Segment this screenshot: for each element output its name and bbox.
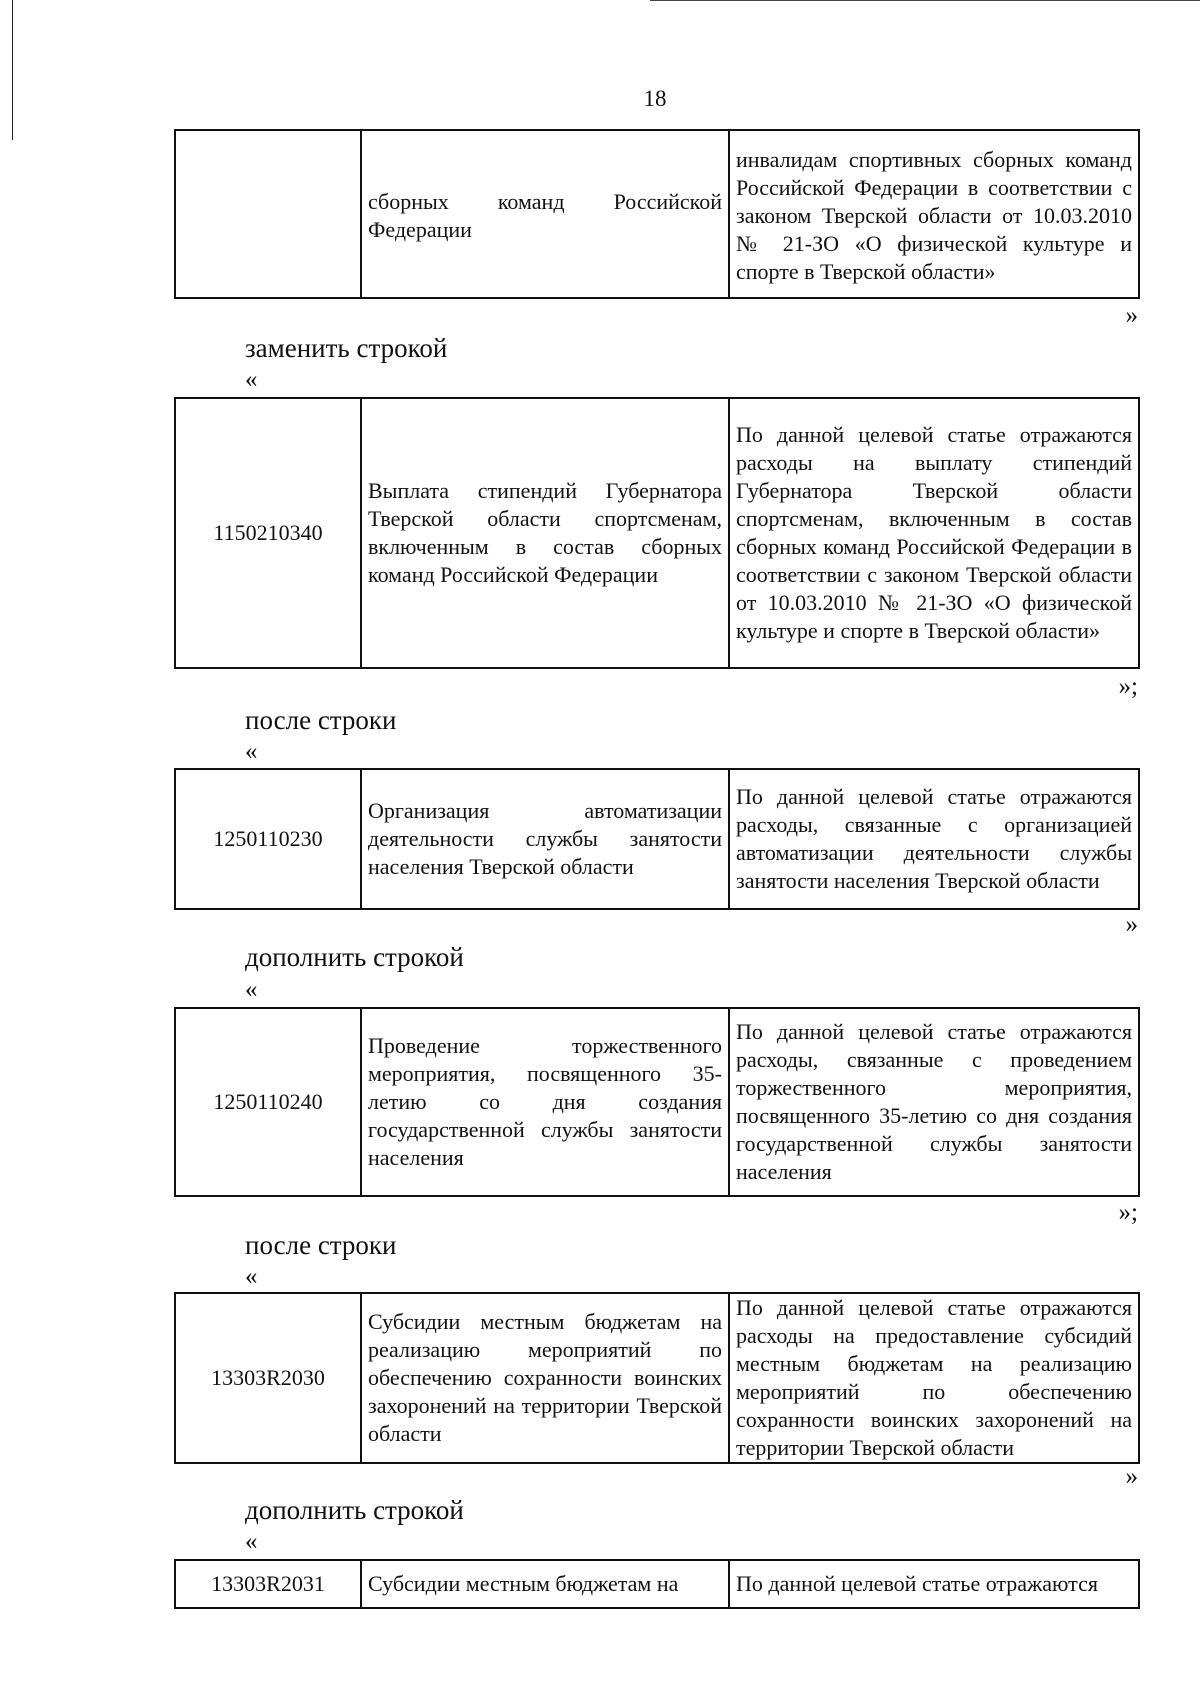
instruction-phrase: после строки: [245, 705, 397, 735]
row-description: По данной целевой статье отражаются: [729, 1560, 1139, 1608]
table-row-1150210340: [174, 397, 1140, 669]
row-description: По данной целевой статье отражаются расходы, связанные с организацией автоматизации деятельности службы занятости населения Тверской области: [729, 769, 1139, 909]
instruction-phrase: дополнить строкой: [245, 1495, 464, 1525]
closing-quote: »;: [1118, 673, 1138, 700]
row-description: По данной целевой статье отражаются расходы на выплату стипендий Губернатора Тверской области спортсменам, включенным в состав сборных команд Российской Федерации в соответствии с законом Тверской области от 10.03.2010 № 21-ЗО «О физической культуре и спорте в Тверской области»: [729, 398, 1139, 668]
row-name: Организация автоматизации деятельности службы занятости населения Тверской области: [361, 769, 729, 909]
row-description: По данной целевой статье отражаются расходы, связанные с проведением торжественного мероприятия, посвященного 35-летию со дня создания государственной службы занятости населения: [729, 1008, 1139, 1196]
row-name: сборных команд Российской Федерации: [361, 130, 729, 298]
row-code: 13303R2031: [175, 1560, 361, 1608]
opening-quote: «: [245, 976, 258, 1003]
row-code: 1150210340: [175, 398, 361, 668]
table-row-1250110240: [174, 1007, 1140, 1197]
row-name: Выплата стипендий Губернатора Тверской области спортсменам, включенным в состав сборных команд Российской Федерации: [361, 398, 729, 668]
row-name: Проведение торжественного мероприятия, посвященного 35-летию со дня создания государственной службы занятости населения: [361, 1008, 729, 1196]
closing-quote: »: [1125, 911, 1138, 938]
row-name: Субсидии местным бюджетам на реализацию мероприятий по обеспечению сохранности воинских захоронений на территории Тверской области: [361, 1293, 729, 1463]
opening-quote: «: [245, 738, 258, 765]
opening-quote: «: [245, 366, 258, 393]
closing-quote: »: [1125, 1463, 1138, 1490]
row-code: 13303R2030: [175, 1293, 361, 1463]
table-row-1250110230: [174, 768, 1140, 910]
page-number: 18: [643, 86, 667, 111]
table-row-13303R2031: [174, 1559, 1140, 1609]
table-row-continuation: [174, 129, 1140, 299]
closing-quote: »: [1125, 302, 1138, 329]
opening-quote: «: [245, 1263, 258, 1290]
table-row-13303R2030: [174, 1292, 1140, 1464]
row-description: По данной целевой статье отражаются расходы на предоставление субсидий местным бюджетам на реализацию мероприятий по обеспечению сохранности воинских захоронений на территории Тверской области: [729, 1293, 1139, 1463]
scan-top-edge-line: [650, 0, 1200, 1]
instruction-phrase: заменить строкой: [245, 333, 448, 363]
row-code: 1250110240: [175, 1008, 361, 1196]
closing-quote: »;: [1118, 1199, 1138, 1226]
opening-quote: «: [245, 1528, 258, 1555]
instruction-phrase: после строки: [245, 1230, 397, 1260]
row-name: Субсидии местным бюджетам на: [361, 1560, 729, 1608]
row-description: инвалидам спортивных сборных команд Российской Федерации в соответствии с законом Тверской области от 10.03.2010 № 21-ЗО «О физической культуре и спорте в Тверской области»: [729, 130, 1139, 298]
row-code: 1250110230: [175, 769, 361, 909]
instruction-phrase: дополнить строкой: [245, 942, 464, 972]
scan-left-edge-mark: [12, 0, 13, 140]
row-code: [175, 130, 361, 298]
